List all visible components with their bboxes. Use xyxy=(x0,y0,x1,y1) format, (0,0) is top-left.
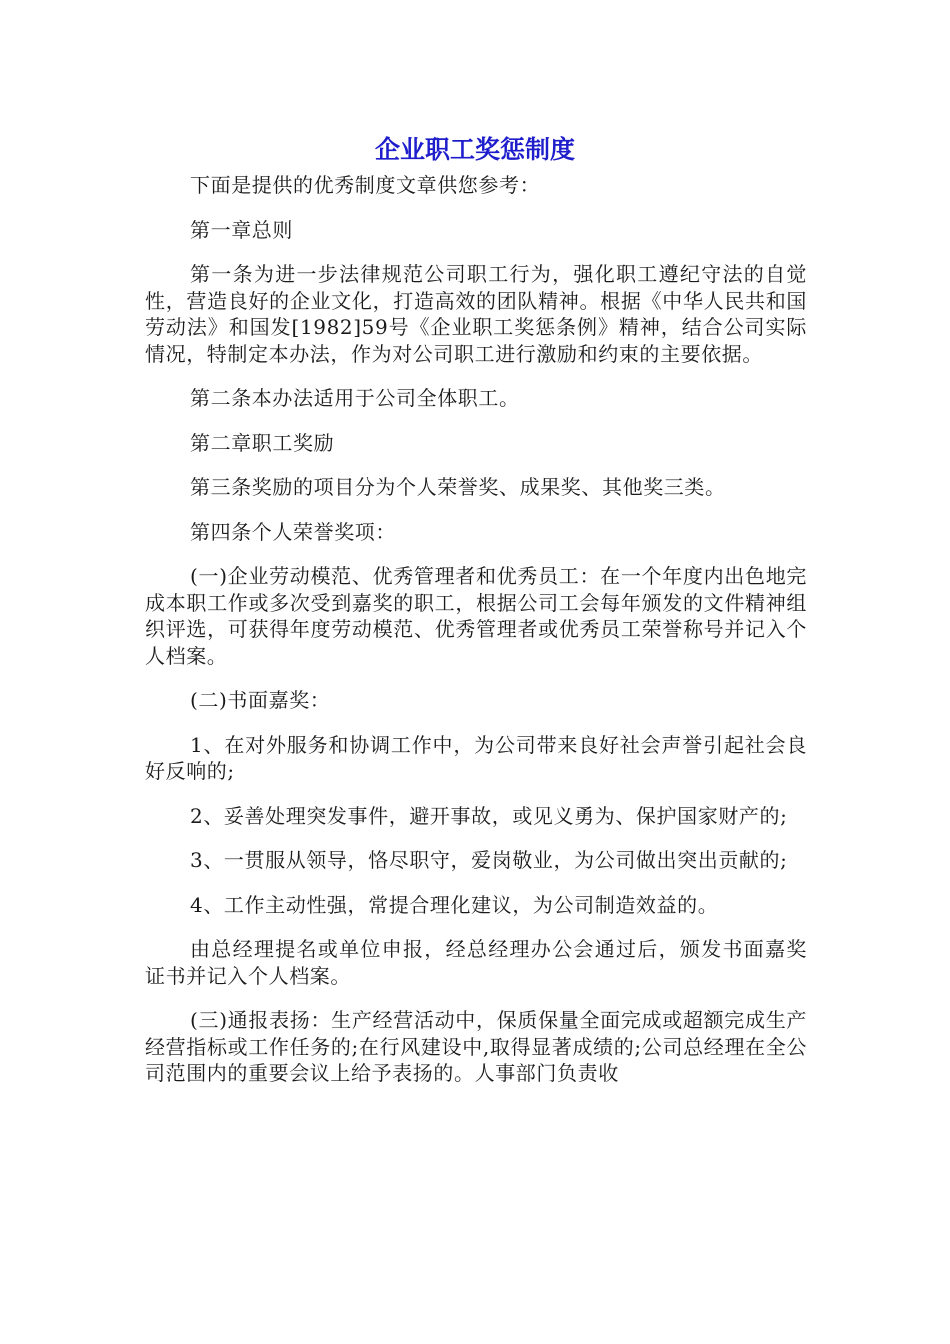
section-1: (一)企业劳动模范、优秀管理者和优秀员工：在一个年度内出色地完成本职工作或多次受到嘉奖的职工，根据公司工会每年颁发的文件精神组织评选，可获得年度劳动模范、优秀管理者或优秀员工荣誉称号并记入个人档案。 xyxy=(145,564,807,668)
paragraph-intro: 下面是提供的优秀制度文章供您参考： xyxy=(190,173,541,197)
list-item-4: 4、工作主动性强，常提合理化建议，为公司制造效益的。 xyxy=(190,892,719,917)
section-2: (二)书面嘉奖： xyxy=(190,688,331,712)
document-body xyxy=(145,172,807,1105)
article-2: 第二条本办法适用于公司全体职工。 xyxy=(190,386,520,410)
list-item-2: 2、妥善处理突发事件，避开事故，或见义勇为、保护国家财产的; xyxy=(190,803,788,828)
commendation-procedure: 由总经理提名或单位申报，经总经理办公会通过后，颁发书面嘉奖证书并记入个人档案。 xyxy=(145,937,807,988)
list-item-1: 1、在对外服务和协调工作中，为公司带来良好社会声誉引起社会良好反响的; xyxy=(145,732,807,783)
chapter-heading-1: 第一章总则 xyxy=(190,217,293,242)
article-4: 第四条个人荣誉奖项： xyxy=(190,519,396,544)
article-1: 第一条为进一步法律规范公司职工行为，强化职工遵纪守法的自觉性，营造良好的企业文化，打造高效的团队精神。根据《中华人民共和国劳动法》和国发[1982]59号《企业职工奖惩条例》精神，结合公司实际情况，特制定本办法，作为对公司职工进行激励和约束的主要依据。 xyxy=(145,262,807,366)
document-title: 企业职工奖惩制度 xyxy=(374,135,575,164)
list-item-3: 3、一贯服从领导，恪尽职守，爱岗敬业，为公司做出突出贡献的; xyxy=(190,848,788,872)
article-3: 第三条奖励的项目分为个人荣誉奖、成果奖、其他奖三类。 xyxy=(190,475,726,499)
chapter-heading-2: 第二章职工奖励 xyxy=(190,430,335,455)
section-3: (三)通报表扬：生产经营活动中，保质保量全面完成或超额完成生产经营指标或工作任务的;在行风建设中,取得显著成绩的;公司总经理在全公司范围内的重要会议上给予表扬的。人事部门负责收 xyxy=(145,1008,807,1085)
